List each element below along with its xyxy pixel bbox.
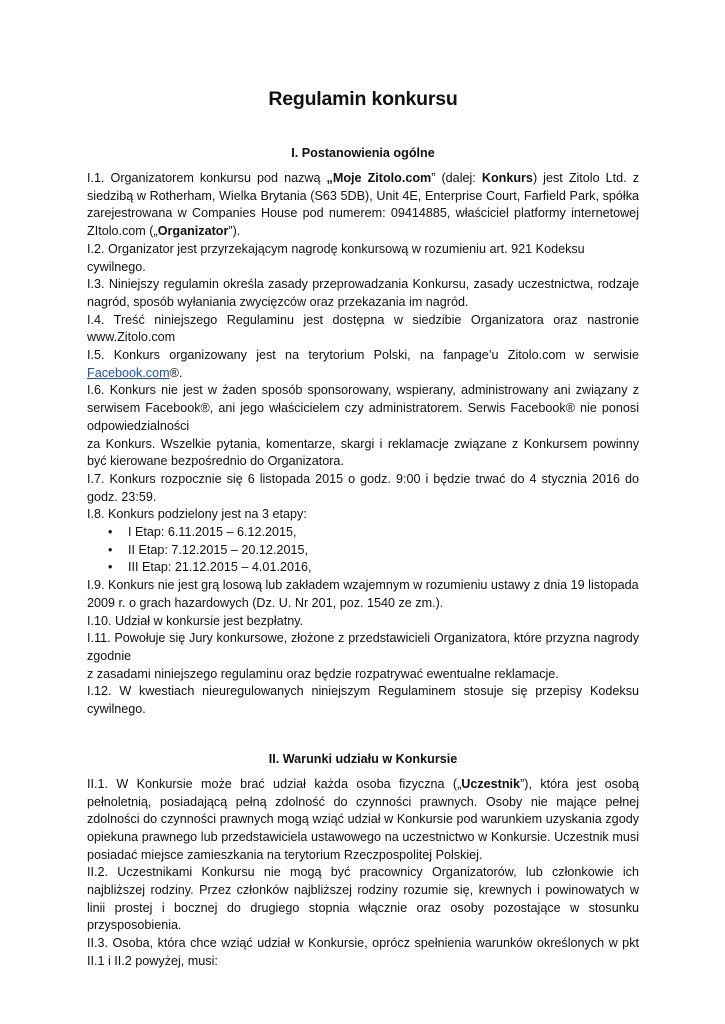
- term-organizator: Organizator: [157, 224, 229, 239]
- section-2-heading: II. Warunki udziału w Konkursie: [268, 751, 458, 766]
- document-page: [87, 88, 639, 971]
- paragraph-1-9: I.9. Konkurs nie jest grą losową lub zakładem wzajemnym w rozumieniu ustawy z dnia 19 listopada 2009 r. o grach hazardowych (Dz. U. Nr 201, poz. 1540 ze zm.).: [87, 578, 639, 610]
- paragraph-1-5: I.5. Konkurs organizowany jest na terytorium Polski, na fanpage’u Zitolo.com w serwisie Facebook.com®.: [87, 348, 639, 380]
- paragraph-2-2: II.2. Uczestnikami Konkursu nie mogą być pracownicy Organizatorów, lub członkowie ich najbliższej rodziny. Przez członków najbliższej rodziny rozumie się, krewnych i powinowatych w linii prostej i bocznej do drugiego stopnia włącznie oraz osoby pozostające w stosunku przysposobienia.: [87, 865, 639, 933]
- term-uczestnik: Uczestnik: [461, 776, 521, 791]
- list-item: • III Etap: 21.12.2015 – 4.01.2016,: [87, 559, 639, 577]
- section-1-heading: I. Postanowienia ogólne: [291, 146, 435, 160]
- paragraph-1-6b: za Konkurs. Wszelkie pytania, komentarze, skargi i reklamacje związane z Konkursem powinny być kierowane bezpośrednio do Organizatora.: [87, 436, 639, 469]
- list-item: • II Etap: 7.12.2015 – 20.12.2015,: [87, 542, 639, 560]
- bullet-icon: •: [108, 560, 113, 575]
- paragraph-1-11a: I.11. Powołuje się Jury konkursowe, złożone z przedstawicieli Organizatora, które przyzna nagrody zgodnie: [87, 631, 639, 663]
- term-konkurs: Konkurs: [481, 171, 533, 185]
- paragraph-1-3: I.3. Niniejszy regulamin określa zasady przeprowadzania Konkursu, zasady uczestnictwa, rodzaje nagród, sposób wyłaniania zwycięzców oraz przekazania im nagród.: [87, 277, 639, 309]
- paragraph-1-12: I.12. W kwestiach nieuregulowanych niniejszym Regulaminem stosuje się przepisy Kodeksu cywilnego.: [87, 684, 639, 717]
- facebook-link[interactable]: Facebook.com: [87, 365, 170, 380]
- contest-name: „Moje Zitolo.com: [326, 171, 432, 185]
- bullet-icon: •: [108, 525, 113, 540]
- bullet-icon: •: [108, 542, 113, 557]
- document-title: Regulamin konkursu: [268, 88, 458, 110]
- paragraph-1-7: I.7. Konkurs rozpocznie się 6 listopada 2015 o godz. 9:00 i będzie trwać do 4 stycznia 2016 do godz. 23:59.: [87, 471, 639, 504]
- stages-list: [87, 524, 639, 577]
- paragraph-1-10: I.10. Udział w konkursie jest bezpłatny.: [87, 613, 304, 628]
- paragraph-1-6a: I.6. Konkurs nie jest w żaden sposób sponsorowany, wspierany, administrowany ani związany z serwisem Facebook®, ani jego właścicielem czy administratorem. Serwis Facebook® nie ponosi odpowiedzialności: [87, 383, 639, 433]
- paragraph-1-11b: z zasadami niniejszego regulaminu oraz będzie rozpatrywać ewentualne reklamacje.: [87, 666, 559, 681]
- paragraph-1-1: I.1. Organizatorem konkursu pod nazwą „Moje Zitolo.com” (dalej: Konkurs) jest Zitolo Ltd. z siedzibą w Rotherham, Wielka Brytania (S63 5DB), Unit 4E, Enterprise Court, Farfield Park, spółka zarejestrowana w Companies House pod numerem: 09414885, właściciel platformy internetowej ZItolo.com („Organizator”).: [87, 171, 640, 239]
- paragraph-1-2: I.2. Organizator jest przyrzekającym nagrodę konkursową w rozumieniu art. 921 Kodeksu cywilnego.: [87, 241, 585, 274]
- paragraph-1-4: I.4. Treść niniejszego Regulaminu jest dostępna w siedzibie Organizatora oraz nastronie www.Zitolo.com: [87, 312, 639, 345]
- paragraph-2-1: II.1. W Konkursie może brać udział każda osoba fizyczna („Uczestnik”), która jest osobą pełnoletnią, posiadającą pełną zdolność do czynności prawnych. Osoby nie mające pełnej zdolności do czynności prawnych mogą wziąć udział w Konkursie pod warunkiem uzyskania zgody opiekuna prawnego lub przedstawiciela ustawowego na uczestnictwo w Konkursie. Uczestnik musi posiadać miejsce zamieszkania na terytorium Rzeczpospolitej Polskiej.: [87, 776, 639, 862]
- paragraph-2-3: II.3. Osoba, która chce wziąć udział w Konkursie, oprócz spełnienia warunków określonych w pkt II.1 i II.2 powyżej, musi:: [87, 936, 639, 968]
- list-item: • I Etap: 6.11.2015 – 6.12.2015,: [87, 524, 639, 542]
- paragraph-1-8: I.8. Konkurs podzielony jest na 3 etapy:: [87, 507, 307, 522]
